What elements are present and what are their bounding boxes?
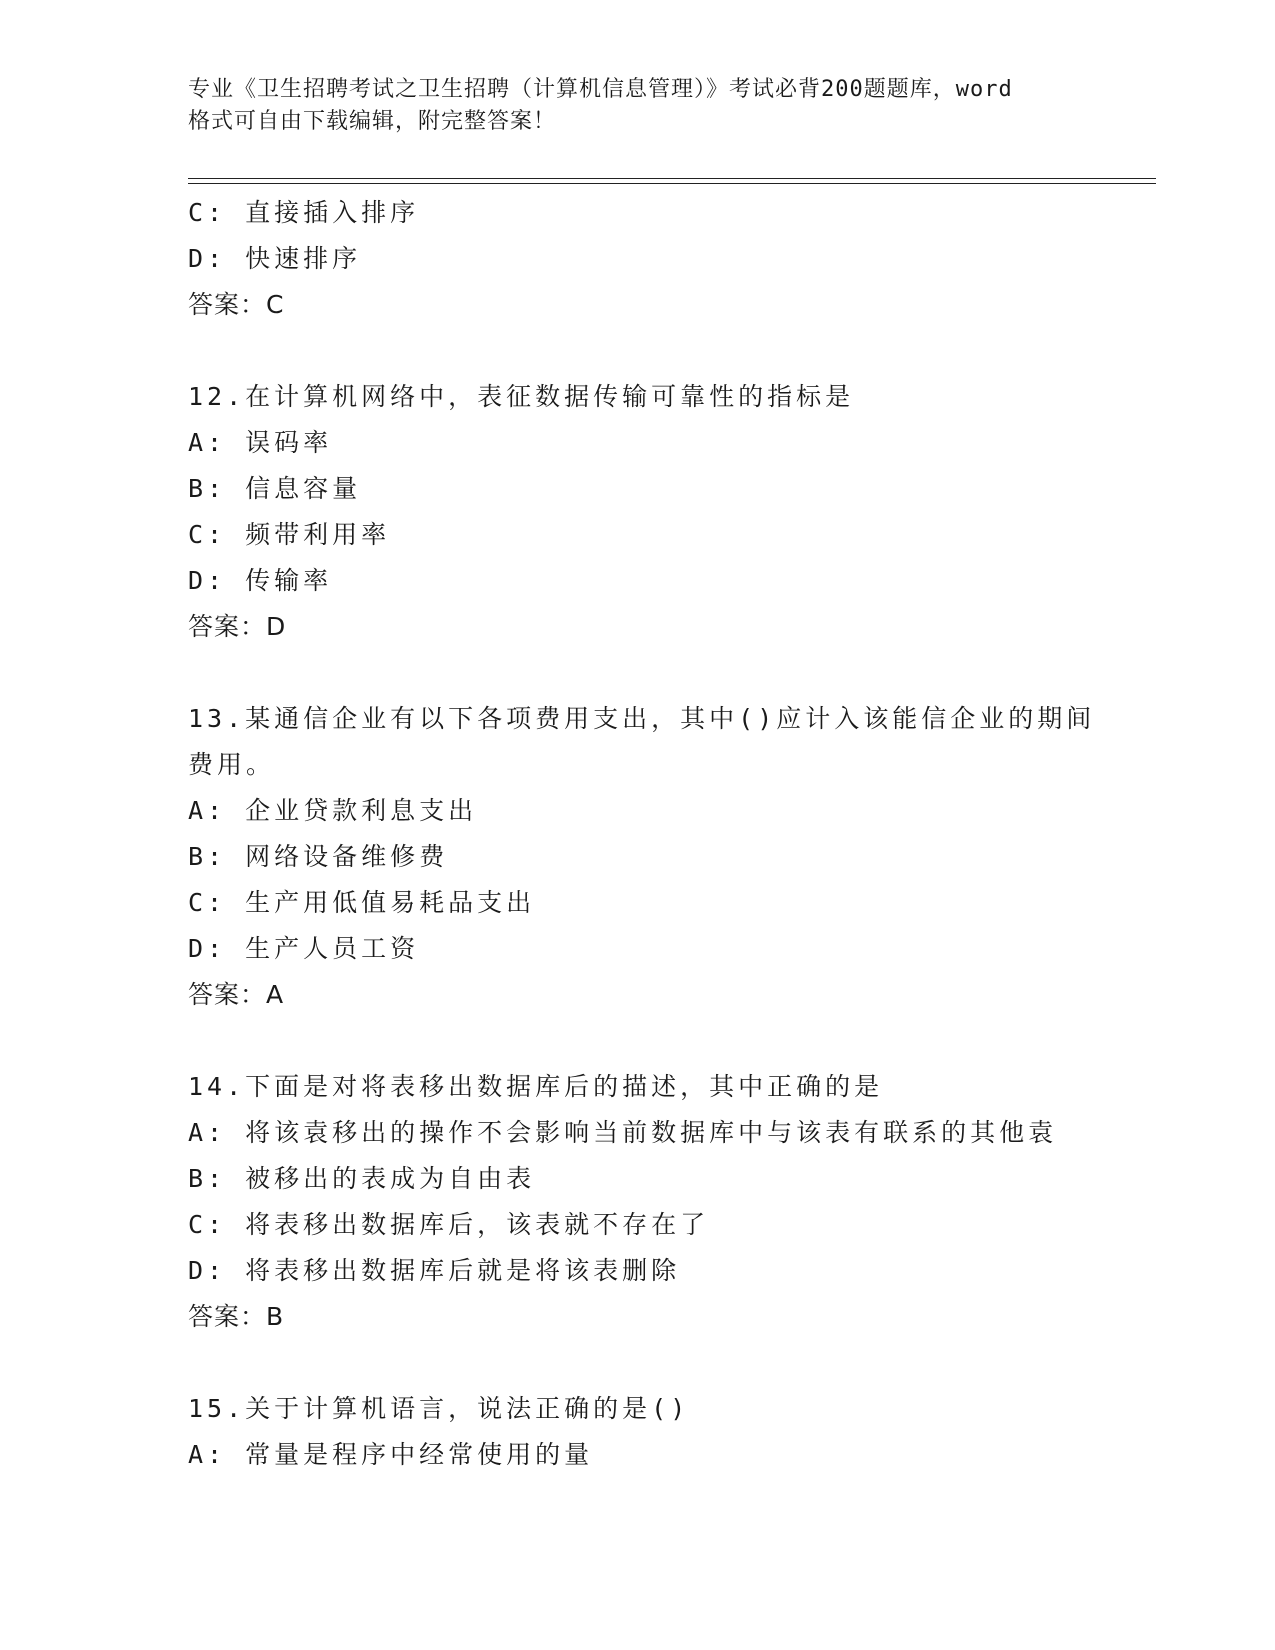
option-b: B: 信息容量 <box>188 474 362 503</box>
header-title-line2: 格式可自由下载编辑，附完整答案！ <box>188 109 557 134</box>
answer: 答案：C <box>188 290 285 319</box>
answer: 答案：D <box>188 612 287 641</box>
document-header <box>188 74 1088 138</box>
question-stem: 14.下面是对将表移出数据库后的描述，其中正确的是 <box>188 1072 884 1101</box>
question-stem: 15.关于计算机语言，说法正确的是() <box>188 1394 690 1423</box>
option-c: C: 直接插入排序 <box>188 198 420 227</box>
question-stem: 13.某通信企业有以下各项费用支出，其中()应计入该能信企业的期间 <box>188 704 1096 733</box>
option-c: C: 生产用低值易耗品支出 <box>188 888 536 917</box>
option-d: D: 生产人员工资 <box>188 934 420 963</box>
spacer <box>188 1018 1148 1064</box>
option-b: B: 网络设备维修费 <box>188 842 449 871</box>
option-b: B: 被移出的表成为自由表 <box>188 1164 536 1193</box>
spacer <box>188 650 1148 696</box>
header-divider-top <box>188 178 1156 179</box>
question-stem: 12.在计算机网络中，表征数据传输可靠性的指标是 <box>188 382 855 411</box>
header-divider-bottom <box>188 183 1156 184</box>
answer: 答案：B <box>188 1302 285 1331</box>
option-d: D: 快速排序 <box>188 244 362 273</box>
answer: 答案：A <box>188 980 285 1009</box>
option-a: A: 误码率 <box>188 428 333 457</box>
option-a: A: 常量是程序中经常使用的量 <box>188 1440 594 1469</box>
option-a: A: 将该袁移出的操作不会影响当前数据库中与该表有联系的其他袁 <box>188 1118 1058 1147</box>
spacer <box>188 328 1148 374</box>
option-c: C: 将表移出数据库后，该表就不存在了 <box>188 1210 710 1239</box>
option-d: D: 传输率 <box>188 566 333 595</box>
question-11 <box>188 190 1148 328</box>
question-13 <box>188 696 1148 1018</box>
question-12 <box>188 374 1148 650</box>
question-15 <box>188 1386 1148 1478</box>
question-14 <box>188 1064 1148 1340</box>
question-list <box>188 190 1148 1478</box>
spacer <box>188 1340 1148 1386</box>
question-stem-continued: 费用。 <box>188 750 276 779</box>
option-d: D: 将表移出数据库后就是将该表删除 <box>188 1256 681 1285</box>
option-a: A: 企业贷款利息支出 <box>188 796 478 825</box>
option-c: C: 频带利用率 <box>188 520 391 549</box>
header-title-line1: 专业《卫生招聘考试之卫生招聘（计算机信息管理）》考试必背200题题库，word <box>188 77 1013 102</box>
